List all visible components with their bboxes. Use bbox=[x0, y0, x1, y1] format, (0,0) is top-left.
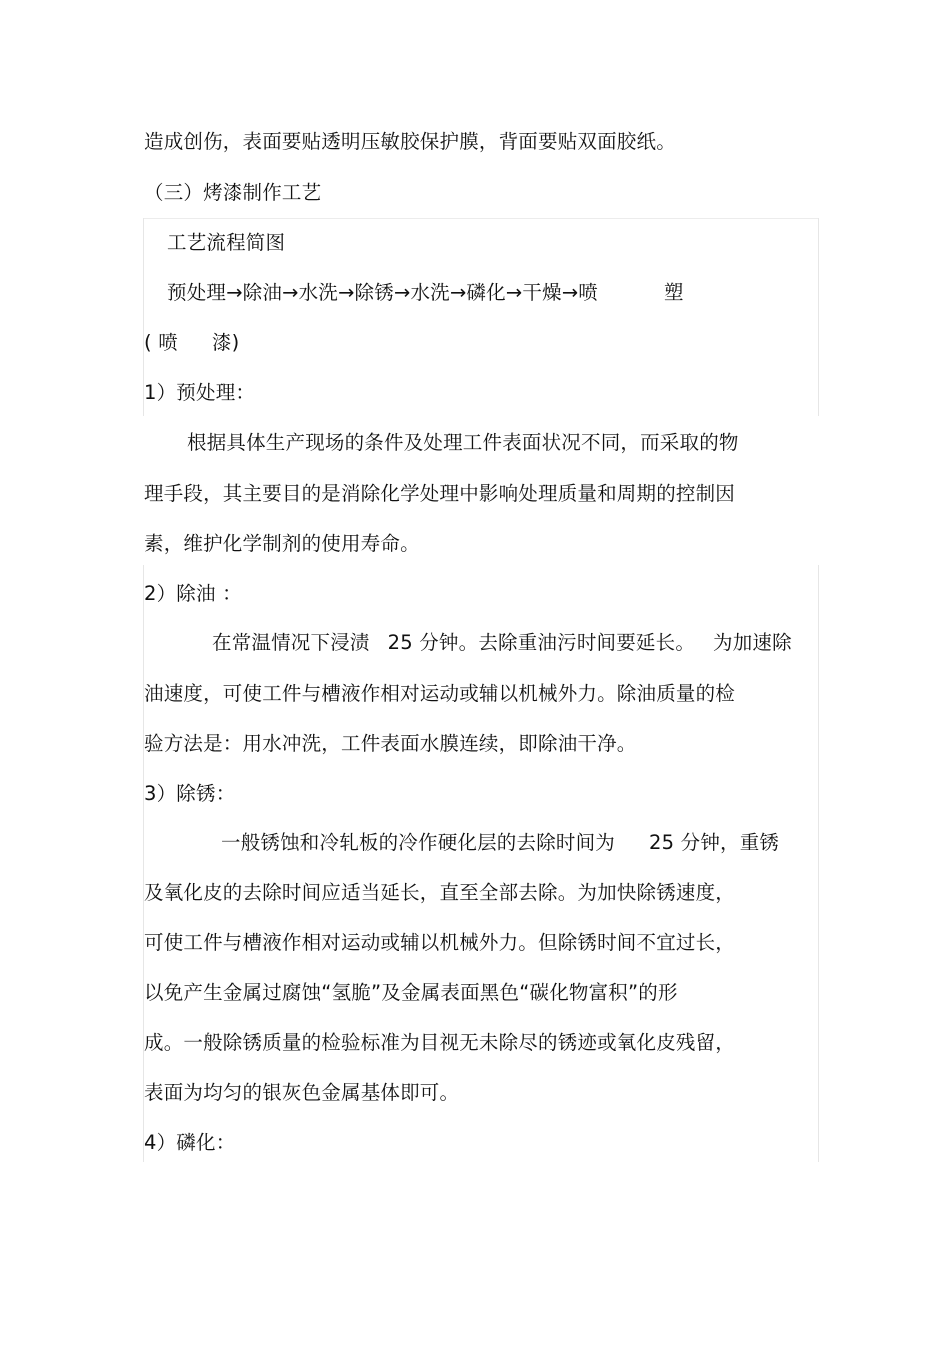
item1-paragraph-line: 理手段，其主要目的是消除化学处理中影响处理质量和周期的控制因 bbox=[144, 482, 736, 505]
flow-alt-open: ( 喷 bbox=[144, 331, 178, 354]
section-heading: （三）烤漆制作工艺 bbox=[144, 181, 322, 204]
item2-paragraph-line bbox=[212, 629, 792, 657]
item2-paragraph-line: 验方法是：用水冲洗，工件表面水膜连续，即除油干净。 bbox=[144, 732, 637, 755]
item4-heading: 4）磷化： bbox=[144, 1131, 236, 1154]
item1-heading: 1）预处理： bbox=[144, 381, 256, 404]
box-right-border-2 bbox=[818, 565, 819, 1162]
item3-heading: 3）除锈： bbox=[144, 782, 236, 805]
box-top-border bbox=[143, 218, 819, 219]
item3-paragraph-line: 成。一般除锈质量的检验标准为目视无未除尽的锈迹或氧化皮残留， bbox=[144, 1031, 736, 1054]
item3-text-a: 一般锈蚀和冷轧板的冷作硬化层的去除时间为 bbox=[221, 831, 616, 854]
flow-alt bbox=[144, 329, 239, 357]
item1-paragraph-line: 素，维护化学制剂的使用寿命。 bbox=[144, 532, 420, 555]
item2-text-c: 为加速除 bbox=[713, 631, 792, 654]
item2-heading: 2）除油 ： bbox=[144, 582, 242, 605]
flow-title: 工艺流程简图 bbox=[167, 231, 286, 254]
item3-paragraph-line: 表面为均匀的银灰色金属基体即可。 bbox=[144, 1081, 460, 1104]
text-line: 造成创伤，表面要贴透明压敏胶保护膜，背面要贴双面胶纸。 bbox=[144, 130, 676, 153]
box-left-border-2 bbox=[143, 565, 144, 1162]
item2-text-b: 25 分钟。去除重油污时间要延长。 bbox=[387, 631, 696, 654]
flow-alt-close: 漆) bbox=[211, 331, 240, 354]
item3-paragraph-line: 可使工件与槽液作相对运动或辅以机械外力。但除锈时间不宜过长， bbox=[144, 931, 736, 954]
item3-paragraph-line: 及氧化皮的去除时间应适当延长，直至全部去除。为加快除锈速度， bbox=[144, 881, 736, 904]
item1-paragraph-line: 根据具体生产现场的条件及处理工件表面状况不同，而采取的物 bbox=[187, 431, 739, 454]
item3-text-b: 25 分钟，重锈 bbox=[649, 831, 780, 854]
item2-text-a: 在常温情况下浸渍 bbox=[212, 631, 370, 654]
item3-paragraph-line: 以免产生金属过腐蚀“氢脆”及金属表面黑色“碳化物富积”的形 bbox=[144, 981, 678, 1004]
item2-paragraph-line: 油速度，可使工件与槽液作相对运动或辅以机械外力。除油质量的检 bbox=[144, 682, 736, 705]
flow-line bbox=[167, 279, 684, 307]
box-right-border-1 bbox=[818, 218, 819, 416]
item3-paragraph-line bbox=[221, 829, 779, 857]
flow-steps: 预处理→除油→水洗→除锈→水洗→磷化→干燥→喷 bbox=[167, 281, 598, 304]
flow-step-tail: 塑 bbox=[663, 281, 684, 304]
